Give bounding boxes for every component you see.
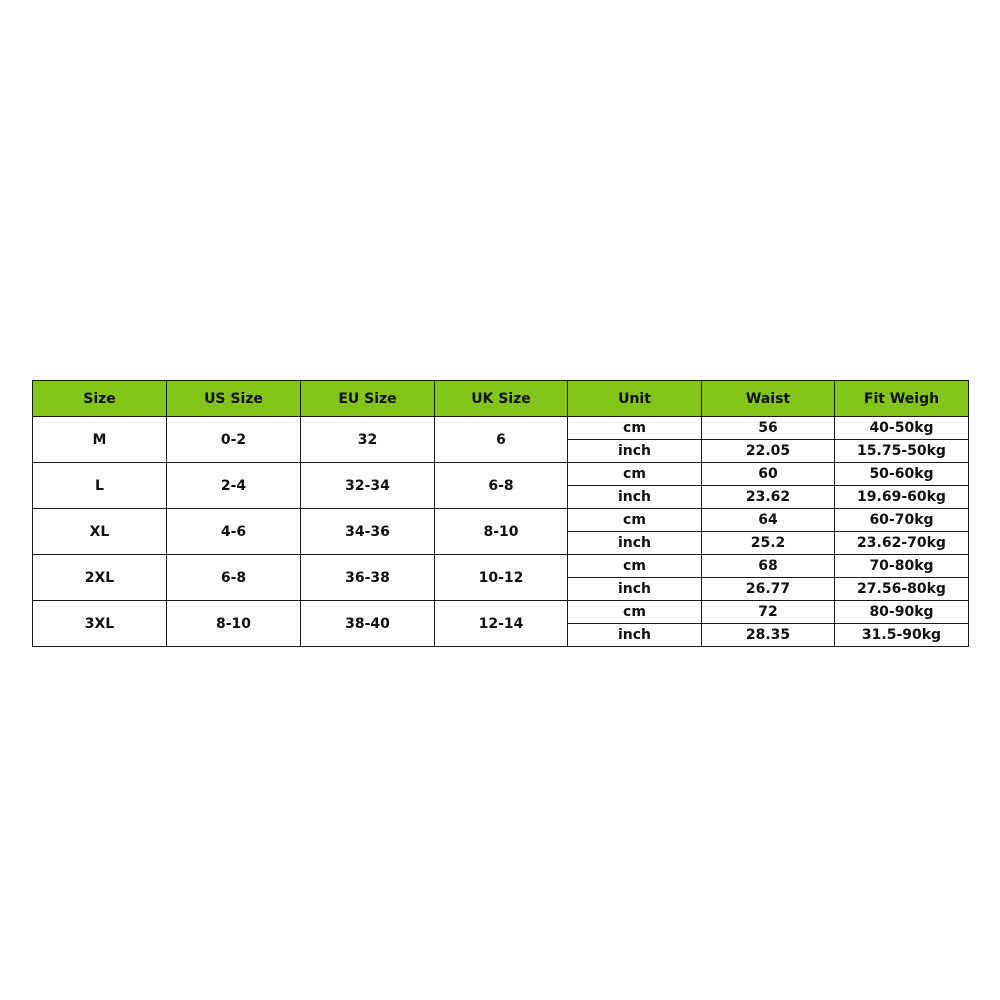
cell-eu-size: 32 [301,417,435,463]
cell-waist: 22.05 [702,440,835,463]
cell-fit-weigh: 31.5-90kg [835,624,969,647]
header-uk-size: UK Size [435,381,568,417]
cell-unit: inch [568,440,702,463]
header-fit-weigh: Fit Weigh [835,381,969,417]
cell-fit-weigh: 60-70kg [835,509,969,532]
table-row [33,555,969,578]
cell-unit: cm [568,601,702,624]
cell-size: M [33,417,167,463]
cell-fit-weigh: 70-80kg [835,555,969,578]
cell-waist: 23.62 [702,486,835,509]
cell-eu-size: 32-34 [301,463,435,509]
cell-eu-size: 34-36 [301,509,435,555]
cell-size: L [33,463,167,509]
cell-us-size: 4-6 [167,509,301,555]
cell-unit: inch [568,486,702,509]
cell-size: XL [33,509,167,555]
header-size: Size [33,381,167,417]
header-unit: Unit [568,381,702,417]
cell-fit-weigh: 50-60kg [835,463,969,486]
cell-unit: inch [568,624,702,647]
cell-uk-size: 8-10 [435,509,568,555]
table-row [33,417,969,440]
cell-us-size: 2-4 [167,463,301,509]
cell-uk-size: 12-14 [435,601,568,647]
cell-waist: 60 [702,463,835,486]
header-row [33,381,969,417]
cell-us-size: 8-10 [167,601,301,647]
cell-eu-size: 38-40 [301,601,435,647]
cell-fit-weigh: 23.62-70kg [835,532,969,555]
cell-unit: cm [568,417,702,440]
cell-unit: cm [568,463,702,486]
header-us-size: US Size [167,381,301,417]
cell-fit-weigh: 80-90kg [835,601,969,624]
cell-fit-weigh: 19.69-60kg [835,486,969,509]
cell-unit: inch [568,578,702,601]
cell-waist: 72 [702,601,835,624]
table-header [33,381,969,417]
cell-fit-weigh: 15.75-50kg [835,440,969,463]
cell-eu-size: 36-38 [301,555,435,601]
cell-size: 2XL [33,555,167,601]
table-row [33,509,969,532]
cell-size: 3XL [33,601,167,647]
cell-fit-weigh: 40-50kg [835,417,969,440]
size-chart-table [32,380,969,647]
cell-unit: cm [568,555,702,578]
cell-waist: 64 [702,509,835,532]
cell-us-size: 6-8 [167,555,301,601]
header-waist: Waist [702,381,835,417]
cell-unit: inch [568,532,702,555]
cell-waist: 68 [702,555,835,578]
cell-waist: 26.77 [702,578,835,601]
cell-fit-weigh: 27.56-80kg [835,578,969,601]
cell-waist: 56 [702,417,835,440]
table-row [33,601,969,624]
cell-uk-size: 10-12 [435,555,568,601]
cell-uk-size: 6 [435,417,568,463]
header-eu-size: EU Size [301,381,435,417]
table-row [33,463,969,486]
cell-waist: 28.35 [702,624,835,647]
cell-waist: 25.2 [702,532,835,555]
table-body [33,417,969,647]
cell-us-size: 0-2 [167,417,301,463]
cell-uk-size: 6-8 [435,463,568,509]
cell-unit: cm [568,509,702,532]
